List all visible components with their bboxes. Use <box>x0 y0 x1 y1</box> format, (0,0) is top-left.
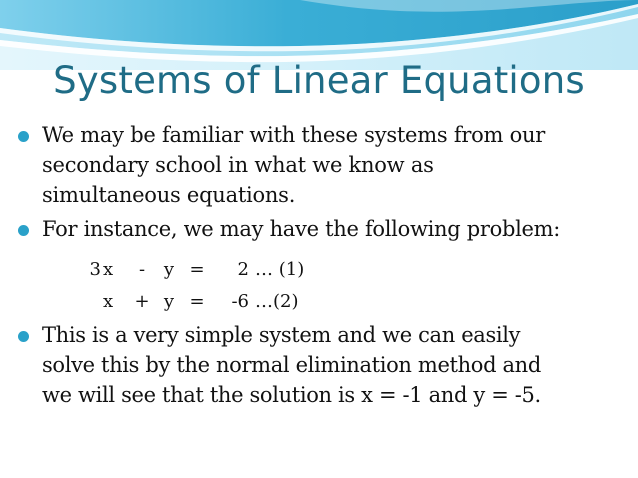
equation-variable-x: x <box>103 291 114 312</box>
equation-label: …(2) <box>255 291 299 312</box>
equation-coefficient: 3 <box>89 259 101 280</box>
equation-row <box>18 254 630 286</box>
equation-rhs: 2 <box>237 259 249 280</box>
equation-system <box>18 254 630 318</box>
slide-content <box>18 120 630 410</box>
equation-rhs: -6 <box>231 291 249 312</box>
equation-row <box>18 286 630 318</box>
bullet-item <box>18 214 630 244</box>
equation-variable-y: y <box>163 291 175 312</box>
bullet-dot-icon <box>18 131 29 142</box>
slide-title: Systems of Linear Equations <box>53 59 585 102</box>
bullet-dot-icon <box>18 331 29 342</box>
bullet-item <box>18 120 630 210</box>
equation-label: … (1) <box>255 259 305 280</box>
bullet-text: For instance, we may have the following problem: <box>42 217 561 241</box>
equation-equals: = <box>189 291 205 312</box>
equation-variable-y: y <box>163 259 175 280</box>
bullet-text: We may be familiar with these systems from our secondary school in what we know as simultaneous equations. <box>42 123 546 207</box>
equation-variable-x: x <box>103 259 114 280</box>
bullet-text: This is a very simple system and we can easily solve this by the normal elimination method and we will see that the solution is x = -1 and y = -5. <box>42 323 541 407</box>
equation-equals: = <box>189 259 205 280</box>
equation-operator: + <box>134 291 150 312</box>
bullet-item <box>18 320 630 410</box>
equation-operator: - <box>138 259 146 280</box>
bullet-dot-icon <box>18 225 29 236</box>
